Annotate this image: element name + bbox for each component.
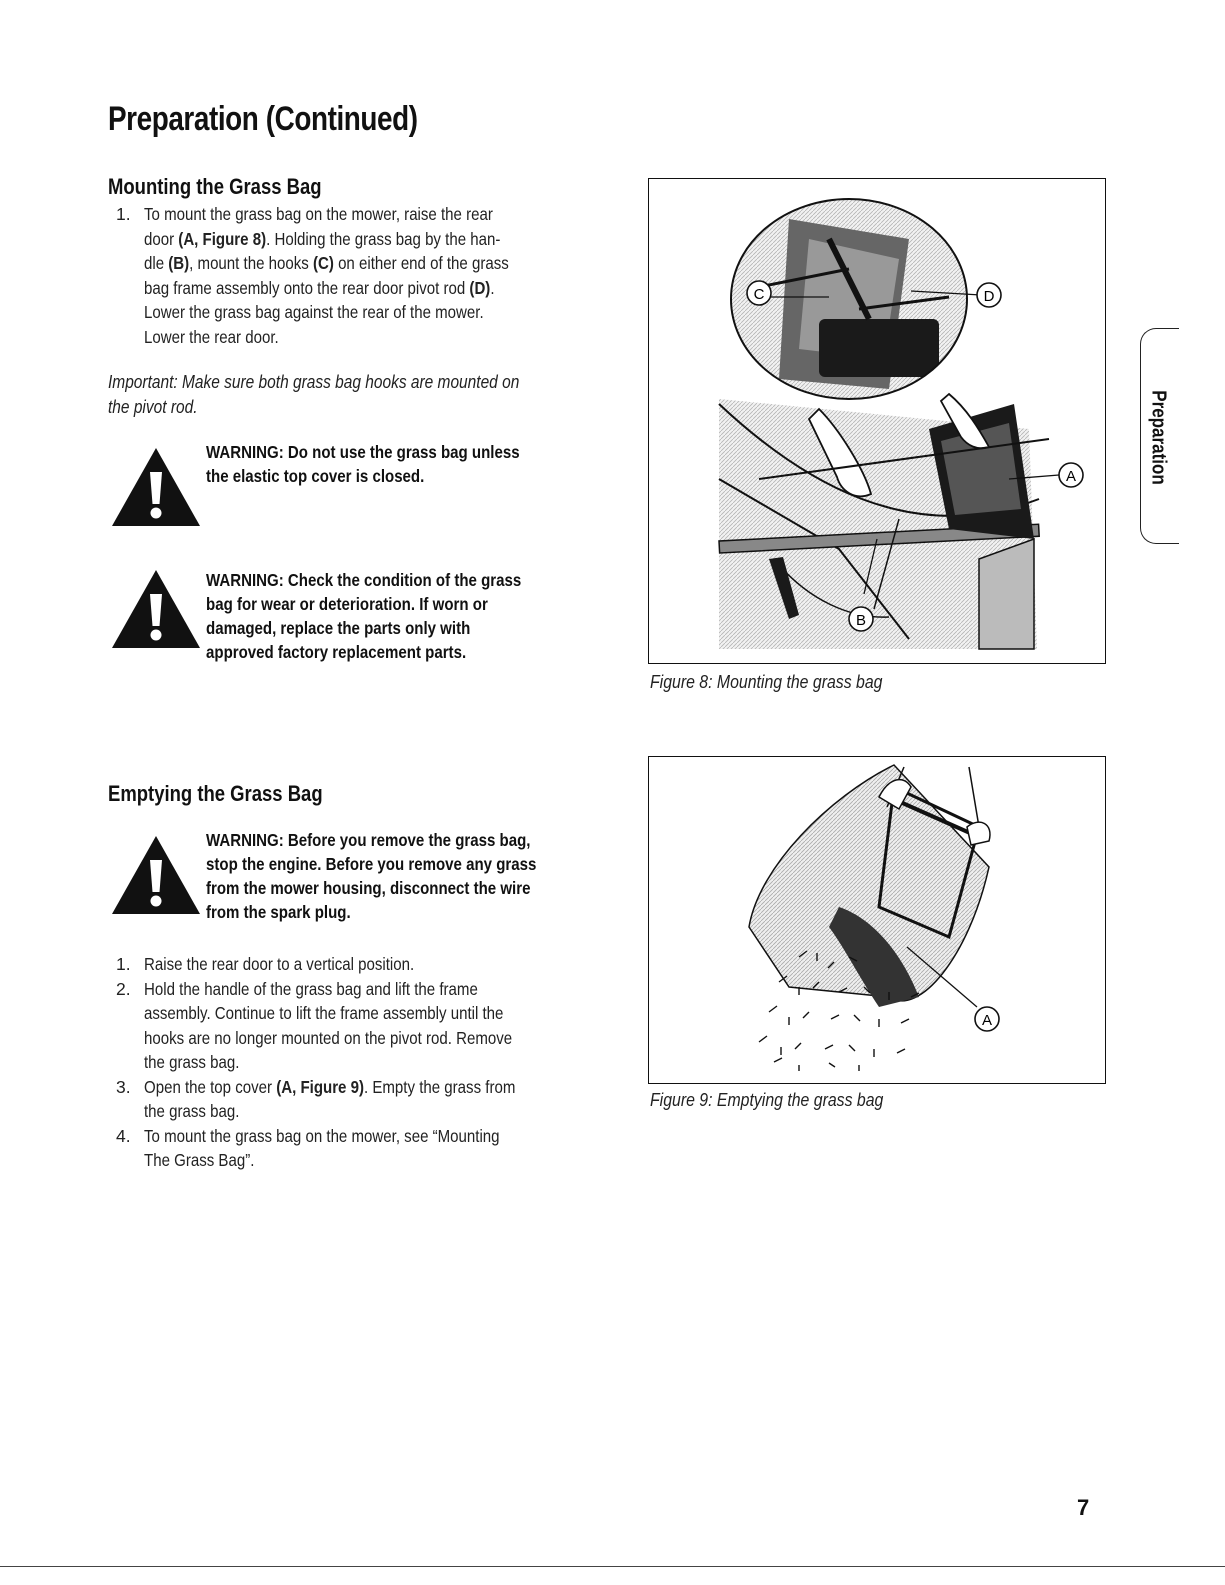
text-segment: The Grass Bag”. <box>144 1150 255 1170</box>
page-title: Preparation (Continued) <box>108 100 418 138</box>
warning-block-spark-plug <box>110 828 590 928</box>
warning-line: WARNING: Check the condition of the grass <box>206 570 522 590</box>
warning-line: bag for wear or deterioration. If worn or <box>206 594 488 614</box>
side-tab-label: Preparation <box>1147 390 1170 485</box>
figure-8 <box>648 178 1106 664</box>
callout-label: D <box>983 288 995 305</box>
text-segment: the grass bag. <box>144 1052 240 1072</box>
text-line <box>144 202 543 227</box>
step-text <box>144 202 608 349</box>
callout-label: A <box>1065 468 1077 485</box>
step-text <box>144 1075 608 1124</box>
bold-reference: (D) <box>469 277 491 298</box>
callout-label: C <box>753 286 765 303</box>
warning-text <box>206 440 571 488</box>
text-line <box>144 276 543 301</box>
warning-text <box>206 568 573 664</box>
step-text <box>144 952 608 977</box>
text-segment: Open the top cover <box>144 1076 277 1097</box>
callout-a <box>975 1007 999 1031</box>
list-item <box>108 977 608 1075</box>
list-item <box>108 1124 608 1173</box>
warning-line: WARNING: Do not use the grass bag unless <box>206 442 520 462</box>
text-line <box>144 1001 543 1026</box>
text-line <box>144 1026 543 1051</box>
text-segment: Raise the rear door to a vertical position. <box>144 954 415 974</box>
step-number: 2. <box>116 978 131 999</box>
list-item <box>108 202 608 349</box>
bold-reference: (A, Figure 8) <box>178 228 267 249</box>
bold-reference: (C) <box>312 253 334 273</box>
warning-text <box>206 828 590 924</box>
warning-line: stop the engine. Before you remove any grass <box>206 854 537 874</box>
text-segment: Hold the handle of the grass bag and lift the frame <box>144 978 478 999</box>
step-number: 1. <box>116 954 131 974</box>
warning-line: approved factory replacement parts. <box>206 642 467 662</box>
figure-8-illustration <box>649 179 1105 663</box>
page-number: 7 <box>1077 1495 1090 1520</box>
warning-line: from the spark plug. <box>206 902 351 922</box>
text-segment: assembly. Continue to lift the frame assembly until the <box>144 1003 504 1023</box>
warning-line: from the mower housing, disconnect the wire <box>206 878 531 898</box>
callout-a <box>1059 463 1083 487</box>
warning-block-top-cover <box>110 440 590 530</box>
text-line <box>144 227 543 252</box>
warning-block-bag-condition <box>110 568 590 668</box>
list-item <box>108 1075 608 1124</box>
text-segment: the grass bag. <box>144 1101 240 1121</box>
text-segment: door <box>144 228 179 249</box>
text-segment: . <box>490 277 495 298</box>
text-segment: Lower the grass bag against the rear of the mower. <box>144 302 484 322</box>
warning-triangle-icon <box>110 834 202 916</box>
figure-9-caption: Figure 9: Emptying the grass bag <box>650 1090 884 1110</box>
step-text <box>144 1124 608 1173</box>
text-line <box>144 325 543 350</box>
important-note <box>108 370 586 420</box>
warning-line: the elastic top cover is closed. <box>206 466 425 486</box>
section-heading-mounting: Mounting the Grass Bag <box>108 174 322 199</box>
important-line: Important: Make sure both grass bag hooks are mounted on <box>108 372 520 392</box>
warning-line: damaged, replace the parts only with <box>206 618 471 638</box>
text-line <box>144 1075 543 1100</box>
callout-label: B <box>855 612 867 629</box>
text-segment: on either end of the grass <box>333 253 509 273</box>
section-heading-emptying: Emptying the Grass Bag <box>108 781 323 806</box>
figure-8-caption: Figure 8: Mounting the grass bag <box>650 672 883 692</box>
callout-c <box>747 281 771 305</box>
text-line <box>144 952 543 977</box>
bold-reference: (B) <box>168 253 190 273</box>
warning-line: WARNING: Before you remove the grass bag, <box>206 830 531 850</box>
step-number: 1. <box>116 204 131 224</box>
figure-9-illustration <box>649 757 1105 1083</box>
list-item <box>108 952 608 977</box>
step-number: 4. <box>116 1125 131 1146</box>
callout-label: A <box>981 1012 993 1029</box>
text-line <box>144 251 543 276</box>
mounting-steps <box>108 202 608 349</box>
warning-triangle-icon <box>110 446 202 528</box>
warning-triangle-icon <box>110 568 202 650</box>
text-line <box>144 1099 543 1124</box>
text-segment: To mount the grass bag on the mower, raise the rear <box>144 204 493 224</box>
callout-b <box>849 607 873 631</box>
bottom-rule <box>0 1566 1225 1567</box>
important-line: the pivot rod. <box>108 397 198 417</box>
text-segment: , mount the hooks <box>189 253 313 273</box>
text-segment: To mount the grass bag on the mower, see “Mounting <box>144 1125 500 1146</box>
text-line <box>144 300 543 325</box>
text-line <box>144 1050 543 1075</box>
step-text <box>144 977 608 1075</box>
text-segment: bag frame assembly onto the rear door pivot rod <box>144 277 470 298</box>
callout-d <box>977 283 1001 307</box>
figure-9 <box>648 756 1106 1084</box>
text-segment: . Holding the grass bag by the han- <box>266 228 501 249</box>
text-line <box>144 977 543 1002</box>
text-line <box>144 1148 543 1173</box>
text-segment: hooks are no longer mounted on the pivot rod. Remove <box>144 1027 513 1048</box>
text-segment: Lower the rear door. <box>144 326 279 347</box>
step-number: 3. <box>116 1076 131 1097</box>
text-segment: dle <box>144 253 169 273</box>
text-line <box>144 1124 543 1149</box>
emptying-steps <box>108 952 608 1173</box>
bold-reference: (A, Figure 9) <box>276 1076 364 1097</box>
text-segment: . Empty the grass from <box>363 1076 516 1097</box>
